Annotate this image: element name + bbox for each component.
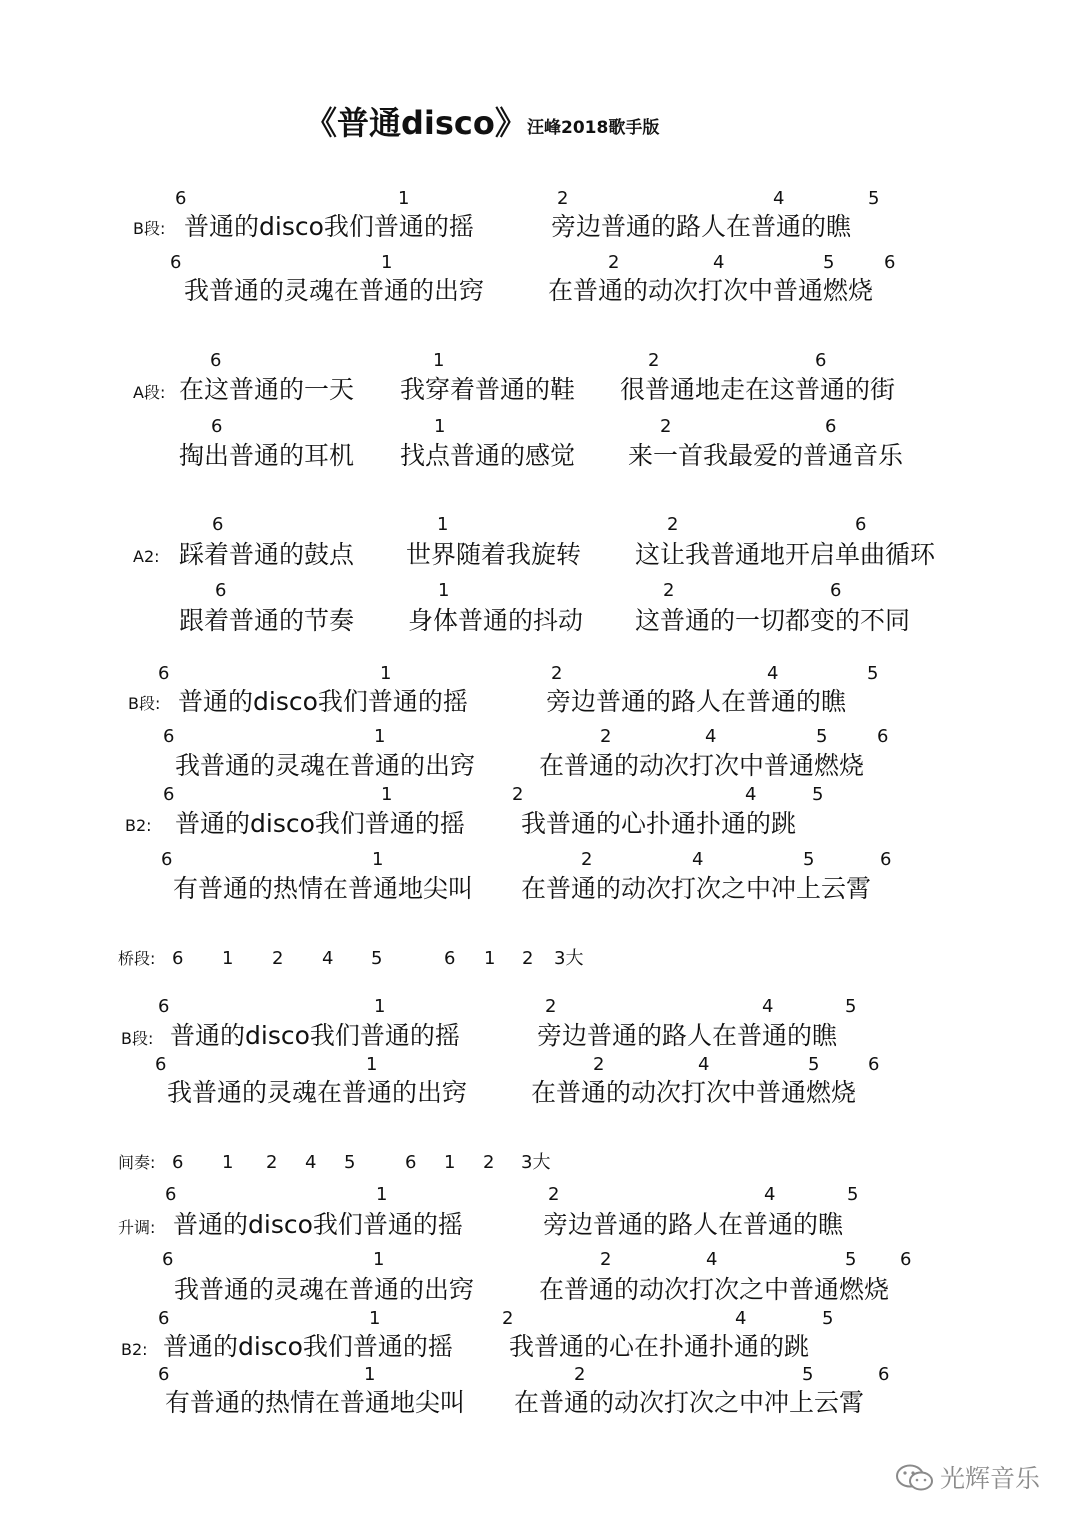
chord-number: 1 bbox=[374, 726, 386, 747]
lyric-phrase: 踩着普通的鼓点 bbox=[179, 540, 355, 569]
interlude-label: 桥段: bbox=[118, 949, 156, 968]
chord-number: 6 bbox=[163, 784, 175, 805]
interlude-note: 1 bbox=[222, 948, 234, 969]
chord-number: 4 bbox=[706, 1249, 718, 1270]
interlude-note: 1 bbox=[222, 1152, 234, 1173]
chord-number: 1 bbox=[380, 663, 392, 684]
chord-number: 4 bbox=[698, 1054, 710, 1075]
chord-number: 5 bbox=[802, 1364, 814, 1385]
chord-number: 5 bbox=[823, 252, 835, 273]
interlude-note: 2 bbox=[266, 1152, 278, 1173]
chord-number: 6 bbox=[212, 514, 224, 535]
lyric-phrase: 在这普通的一天 bbox=[179, 375, 355, 404]
lyric-phrase: 世界随着我旋转 bbox=[406, 540, 582, 569]
chord-number: 2 bbox=[608, 252, 620, 273]
chord-number: 5 bbox=[847, 1184, 859, 1205]
chord-number: 1 bbox=[369, 1308, 381, 1329]
lyric-phrase: 我普通的灵魂在普通的出窍 bbox=[184, 276, 485, 305]
lyric-phrase: 我普通的心在扑通扑通的跳 bbox=[509, 1332, 810, 1361]
chord-number: 2 bbox=[502, 1308, 514, 1329]
chord-number: 5 bbox=[867, 663, 879, 684]
chord-number: 6 bbox=[162, 1249, 174, 1270]
interlude-note: 1 bbox=[444, 1152, 456, 1173]
lyric-phrase: 在普通的动次打次中普通燃烧 bbox=[539, 751, 865, 780]
section-label: B2: bbox=[125, 816, 152, 835]
lyric-phrase: 我普通的灵魂在普通的出窍 bbox=[174, 1275, 475, 1304]
chord-number: 1 bbox=[376, 1184, 388, 1205]
section-label: B段: bbox=[128, 694, 161, 713]
chord-number: 6 bbox=[158, 663, 170, 684]
interlude-label: 间奏: bbox=[118, 1153, 156, 1172]
chord-number: 6 bbox=[868, 1054, 880, 1075]
lyric-phrase: 我穿着普通的鞋 bbox=[400, 375, 576, 404]
chord-number: 6 bbox=[161, 849, 173, 870]
lyric-phrase: 找点普通的感觉 bbox=[400, 441, 576, 470]
chord-number: 6 bbox=[210, 350, 222, 371]
chord-number: 6 bbox=[878, 1364, 890, 1385]
chord-number: 2 bbox=[663, 580, 675, 601]
lyric-phrase: 在普通的动次打次中普通燃烧 bbox=[531, 1078, 857, 1107]
chord-number: 4 bbox=[773, 188, 785, 209]
chord-number: 2 bbox=[600, 726, 612, 747]
chord-number: 6 bbox=[815, 350, 827, 371]
chord-number: 1 bbox=[381, 252, 393, 273]
chord-number: 6 bbox=[825, 416, 837, 437]
lyric-phrase: 旁边普通的路人在普通的瞧 bbox=[551, 212, 852, 241]
chord-number: 5 bbox=[808, 1054, 820, 1075]
lyric-phrase: 有普通的热情在普通地尖叫 bbox=[173, 874, 474, 903]
interlude-note: 3大 bbox=[521, 1152, 551, 1173]
lyric-phrase: 很普通地走在这普通的街 bbox=[620, 375, 896, 404]
chord-number: 1 bbox=[398, 188, 410, 209]
chord-number: 2 bbox=[667, 514, 679, 535]
lyric-phrase: 普通的disco我们普通的摇 bbox=[173, 1210, 463, 1239]
chord-number: 4 bbox=[767, 663, 779, 684]
wechat-icon bbox=[895, 1463, 935, 1493]
section-label: A段: bbox=[133, 383, 166, 402]
chord-number: 4 bbox=[692, 849, 704, 870]
chord-number: 2 bbox=[574, 1364, 586, 1385]
song-title: 《普通disco》 bbox=[305, 104, 527, 142]
chord-number: 1 bbox=[372, 849, 384, 870]
lyric-phrase: 在普通的动次打次之中普通燃烧 bbox=[539, 1275, 890, 1304]
chord-number: 1 bbox=[373, 1249, 385, 1270]
lyric-phrase: 我普通的灵魂在普通的出窍 bbox=[167, 1078, 468, 1107]
lyric-phrase: 普通的disco我们普通的摇 bbox=[175, 809, 465, 838]
chord-number: 4 bbox=[705, 726, 717, 747]
chord-number: 6 bbox=[830, 580, 842, 601]
lyric-phrase: 普通的disco我们普通的摇 bbox=[178, 687, 468, 716]
chord-number: 6 bbox=[884, 252, 896, 273]
lyric-phrase: 这让我普通地开启单曲循环 bbox=[635, 540, 936, 569]
interlude-note: 5 bbox=[371, 948, 383, 969]
lyric-phrase: 身体普通的抖动 bbox=[408, 606, 584, 635]
lyric-phrase: 这普通的一切都变的不同 bbox=[635, 606, 911, 635]
interlude-note: 2 bbox=[483, 1152, 495, 1173]
chord-number: 5 bbox=[845, 996, 857, 1017]
chord-number: 6 bbox=[880, 849, 892, 870]
section-label: A2: bbox=[133, 547, 160, 566]
lyric-phrase: 在普通的动次打次中普通燃烧 bbox=[548, 276, 874, 305]
chord-number: 6 bbox=[215, 580, 227, 601]
chord-number: 6 bbox=[165, 1184, 177, 1205]
chord-number: 1 bbox=[364, 1364, 376, 1385]
chord-number: 6 bbox=[158, 1364, 170, 1385]
chord-number: 6 bbox=[155, 1054, 167, 1075]
chord-number: 6 bbox=[855, 514, 867, 535]
lyric-phrase: 旁边普通的路人在普通的瞧 bbox=[546, 687, 847, 716]
chord-number: 2 bbox=[551, 663, 563, 684]
chord-number: 2 bbox=[557, 188, 569, 209]
chord-number: 2 bbox=[660, 416, 672, 437]
chord-number: 5 bbox=[812, 784, 824, 805]
chord-number: 2 bbox=[600, 1249, 612, 1270]
interlude-note: 2 bbox=[522, 948, 534, 969]
chord-number: 1 bbox=[437, 514, 449, 535]
lyric-phrase: 在普通的动次打次之中冲上云霄 bbox=[514, 1388, 865, 1417]
interlude-note: 4 bbox=[322, 948, 334, 969]
chord-number: 6 bbox=[170, 252, 182, 273]
watermark-text: 光辉音乐 bbox=[940, 1464, 1041, 1493]
interlude-note: 6 bbox=[444, 948, 456, 969]
interlude-note: 6 bbox=[172, 948, 184, 969]
interlude-note: 5 bbox=[344, 1152, 356, 1173]
chord-number: 1 bbox=[433, 350, 445, 371]
lyric-phrase: 在普通的动次打次之中冲上云霄 bbox=[521, 874, 872, 903]
chord-number: 1 bbox=[366, 1054, 378, 1075]
lyric-phrase: 旁边普通的路人在普通的瞧 bbox=[543, 1210, 844, 1239]
chord-number: 5 bbox=[816, 726, 828, 747]
chord-number: 1 bbox=[434, 416, 446, 437]
chord-number: 6 bbox=[158, 1308, 170, 1329]
chord-number: 4 bbox=[713, 252, 725, 273]
chord-number: 6 bbox=[900, 1249, 912, 1270]
interlude-note: 6 bbox=[172, 1152, 184, 1173]
song-subtitle: 汪峰2018歌手版 bbox=[527, 118, 660, 138]
chord-number: 5 bbox=[822, 1308, 834, 1329]
chord-number: 6 bbox=[158, 996, 170, 1017]
chord-number: 6 bbox=[877, 726, 889, 747]
chord-number: 2 bbox=[593, 1054, 605, 1075]
chord-number: 6 bbox=[163, 726, 175, 747]
chord-number: 2 bbox=[548, 1184, 560, 1205]
chord-number: 6 bbox=[211, 416, 223, 437]
lyric-phrase: 掏出普通的耳机 bbox=[179, 441, 355, 470]
chord-number: 2 bbox=[545, 996, 557, 1017]
chord-number: 2 bbox=[648, 350, 660, 371]
section-label: B2: bbox=[121, 1340, 148, 1359]
interlude-note: 1 bbox=[484, 948, 496, 969]
chord-number: 4 bbox=[762, 996, 774, 1017]
chord-number: 5 bbox=[803, 849, 815, 870]
section-label: B段: bbox=[121, 1029, 154, 1048]
lyric-phrase: 来一首我最爱的普通音乐 bbox=[628, 441, 904, 470]
chord-number: 4 bbox=[764, 1184, 776, 1205]
chord-number: 6 bbox=[175, 188, 187, 209]
lyric-phrase: 普通的disco我们普通的摇 bbox=[184, 212, 474, 241]
interlude-note: 4 bbox=[305, 1152, 317, 1173]
section-label: B段: bbox=[133, 219, 166, 238]
chord-number: 4 bbox=[745, 784, 757, 805]
lyric-phrase: 我普通的灵魂在普通的出窍 bbox=[175, 751, 476, 780]
chord-number: 2 bbox=[512, 784, 524, 805]
chord-number: 1 bbox=[438, 580, 450, 601]
chord-number: 2 bbox=[581, 849, 593, 870]
chord-number: 5 bbox=[868, 188, 880, 209]
chord-number: 1 bbox=[381, 784, 393, 805]
lyric-phrase: 普通的disco我们普通的摇 bbox=[163, 1332, 453, 1361]
lyric-phrase: 旁边普通的路人在普通的瞧 bbox=[537, 1021, 838, 1050]
section-label: 升调: bbox=[118, 1218, 156, 1237]
lyric-phrase: 我普通的心扑通扑通的跳 bbox=[521, 809, 797, 838]
lyric-phrase: 跟着普通的节奏 bbox=[179, 606, 355, 635]
chord-number: 5 bbox=[845, 1249, 857, 1270]
chord-number: 1 bbox=[374, 996, 386, 1017]
interlude-note: 3大 bbox=[554, 948, 584, 969]
interlude-note: 6 bbox=[405, 1152, 417, 1173]
chord-number: 4 bbox=[735, 1308, 747, 1329]
lyric-phrase: 普通的disco我们普通的摇 bbox=[170, 1021, 460, 1050]
lyric-phrase: 有普通的热情在普通地尖叫 bbox=[165, 1388, 466, 1417]
interlude-note: 2 bbox=[272, 948, 284, 969]
